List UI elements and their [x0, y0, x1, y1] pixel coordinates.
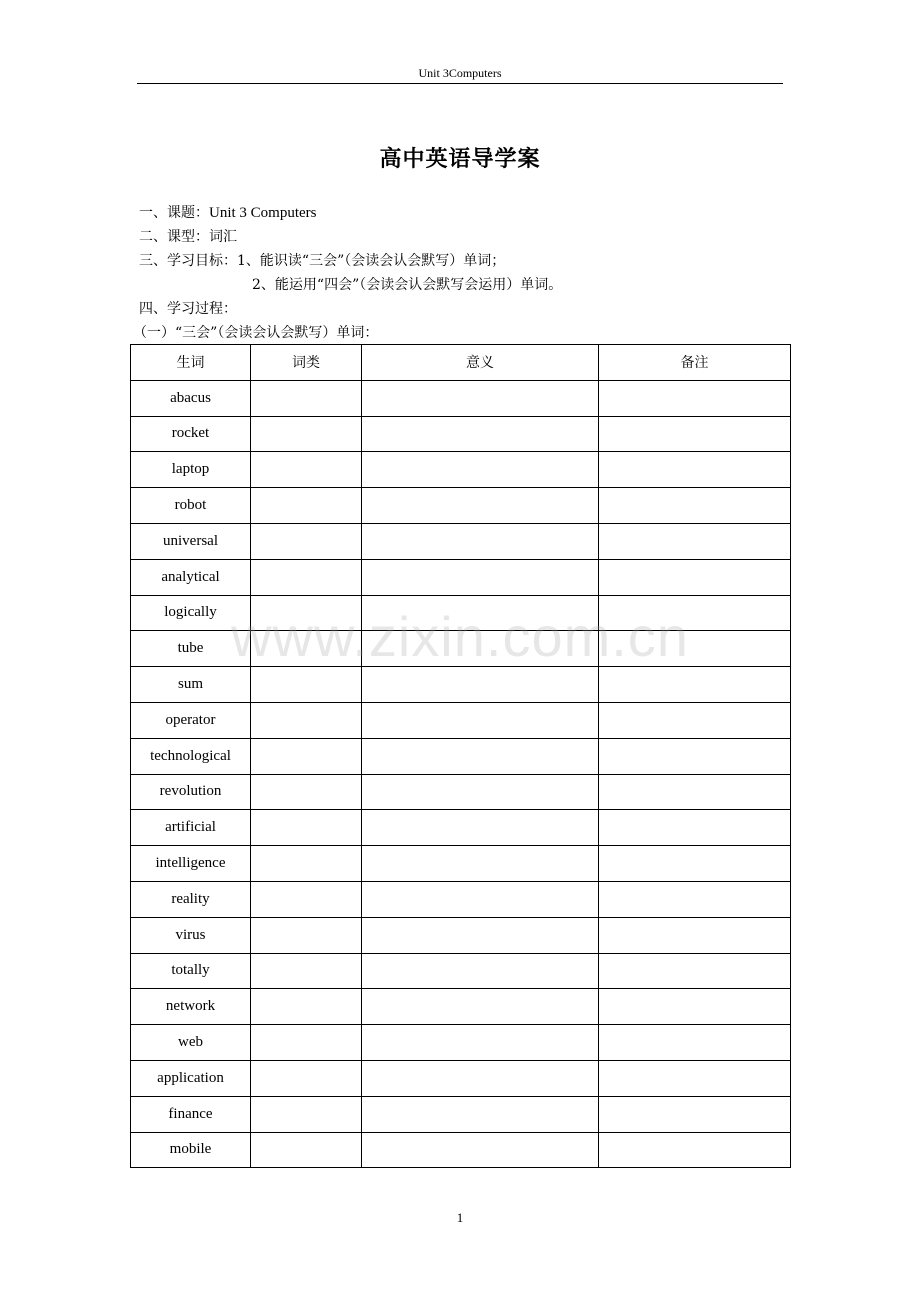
- word-cell: network: [131, 989, 251, 1025]
- table-row: [131, 559, 791, 595]
- word-cell: tube: [131, 631, 251, 667]
- header-rule: [137, 83, 783, 84]
- part-of-speech-cell[interactable]: [251, 1096, 362, 1132]
- topic-line: [139, 204, 317, 222]
- part-of-speech-cell[interactable]: [251, 1060, 362, 1096]
- part-of-speech-cell[interactable]: [251, 917, 362, 953]
- table-row: [131, 488, 791, 524]
- word-cell: reality: [131, 881, 251, 917]
- table-row: [131, 1025, 791, 1061]
- meaning-cell[interactable]: [362, 1096, 599, 1132]
- notes-cell[interactable]: [599, 738, 791, 774]
- meaning-cell[interactable]: [362, 953, 599, 989]
- notes-cell[interactable]: [599, 989, 791, 1025]
- meaning-cell[interactable]: [362, 523, 599, 559]
- word-cell: rocket: [131, 416, 251, 452]
- meaning-cell[interactable]: [362, 452, 599, 488]
- goal-line-1: [139, 252, 505, 270]
- part-of-speech-cell[interactable]: [251, 416, 362, 452]
- notes-cell[interactable]: [599, 1096, 791, 1132]
- word-cell: totally: [131, 953, 251, 989]
- part-of-speech-cell[interactable]: [251, 667, 362, 703]
- section-1-label: （一）“三会”（会读会认会默写）单词：: [133, 325, 379, 341]
- notes-cell[interactable]: [599, 488, 791, 524]
- word-cell: web: [131, 1025, 251, 1061]
- meaning-cell[interactable]: [362, 595, 599, 631]
- notes-cell[interactable]: [599, 702, 791, 738]
- notes-cell[interactable]: [599, 416, 791, 452]
- part-of-speech-cell[interactable]: [251, 452, 362, 488]
- table-row: [131, 595, 791, 631]
- table-row: [131, 1096, 791, 1132]
- notes-cell[interactable]: [599, 1025, 791, 1061]
- meaning-cell[interactable]: [362, 846, 599, 882]
- part-of-speech-cell[interactable]: [251, 559, 362, 595]
- header-part-of-speech: 词类: [251, 345, 362, 381]
- document-title: 高中英语导学案: [379, 147, 541, 172]
- type-line: [139, 228, 237, 246]
- vocabulary-table: [130, 344, 791, 1168]
- meaning-cell[interactable]: [362, 1132, 599, 1168]
- word-cell: revolution: [131, 774, 251, 810]
- meaning-cell[interactable]: [362, 810, 599, 846]
- header-word: 生词: [131, 345, 251, 381]
- table-row: [131, 702, 791, 738]
- goal-line-2: [252, 276, 562, 294]
- meaning-cell[interactable]: [362, 416, 599, 452]
- notes-cell[interactable]: [599, 452, 791, 488]
- table-row: [131, 774, 791, 810]
- process-line: [139, 300, 237, 318]
- notes-cell[interactable]: [599, 559, 791, 595]
- goal-label: 三、学习目标：: [139, 253, 237, 269]
- part-of-speech-cell[interactable]: [251, 810, 362, 846]
- table-row: [131, 416, 791, 452]
- part-of-speech-cell[interactable]: [251, 380, 362, 416]
- table-row: [131, 846, 791, 882]
- page-header: Unit 3Computers: [418, 66, 502, 80]
- word-cell: technological: [131, 738, 251, 774]
- table-row: [131, 881, 791, 917]
- word-cell: virus: [131, 917, 251, 953]
- table-row: [131, 810, 791, 846]
- word-cell: logically: [131, 595, 251, 631]
- word-cell: universal: [131, 523, 251, 559]
- notes-cell[interactable]: [599, 595, 791, 631]
- word-cell: laptop: [131, 452, 251, 488]
- notes-cell[interactable]: [599, 667, 791, 703]
- word-cell: robot: [131, 488, 251, 524]
- type-label: 二、课型：: [139, 229, 209, 245]
- meaning-cell[interactable]: [362, 702, 599, 738]
- table-row: [131, 989, 791, 1025]
- word-cell: sum: [131, 667, 251, 703]
- word-cell: intelligence: [131, 846, 251, 882]
- part-of-speech-cell[interactable]: [251, 702, 362, 738]
- table-header-row: [131, 345, 791, 381]
- part-of-speech-cell[interactable]: [251, 738, 362, 774]
- watermark: www.zixin.com.cn: [231, 605, 689, 668]
- goal-2: 2、能运用“四会”（会读会认会默写会运用）单词。: [252, 277, 563, 293]
- word-cell: application: [131, 1060, 251, 1096]
- table-row: [131, 523, 791, 559]
- meaning-cell[interactable]: [362, 559, 599, 595]
- meaning-cell[interactable]: [362, 1060, 599, 1096]
- table-row: [131, 667, 791, 703]
- part-of-speech-cell[interactable]: [251, 953, 362, 989]
- notes-cell[interactable]: [599, 810, 791, 846]
- notes-cell[interactable]: [599, 881, 791, 917]
- notes-cell[interactable]: [599, 1060, 791, 1096]
- part-of-speech-cell[interactable]: [251, 774, 362, 810]
- table-row: [131, 953, 791, 989]
- notes-cell[interactable]: [599, 953, 791, 989]
- notes-cell[interactable]: [599, 774, 791, 810]
- meaning-cell[interactable]: [362, 488, 599, 524]
- notes-cell[interactable]: [599, 380, 791, 416]
- table-row: [131, 1060, 791, 1096]
- table-row: [131, 738, 791, 774]
- meaning-cell[interactable]: [362, 631, 599, 667]
- meaning-cell[interactable]: [362, 917, 599, 953]
- table-row: [131, 452, 791, 488]
- part-of-speech-cell[interactable]: [251, 846, 362, 882]
- section-1-heading: [133, 324, 378, 342]
- notes-cell[interactable]: [599, 523, 791, 559]
- process-label: 四、学习过程：: [139, 301, 237, 317]
- table-row: [131, 380, 791, 416]
- part-of-speech-cell[interactable]: [251, 1132, 362, 1168]
- meaning-cell[interactable]: [362, 774, 599, 810]
- notes-cell[interactable]: [599, 917, 791, 953]
- word-cell: analytical: [131, 559, 251, 595]
- word-cell: finance: [131, 1096, 251, 1132]
- word-cell: operator: [131, 702, 251, 738]
- part-of-speech-cell[interactable]: [251, 989, 362, 1025]
- notes-cell[interactable]: [599, 631, 791, 667]
- meaning-cell[interactable]: [362, 989, 599, 1025]
- topic-value: Unit 3 Computers: [209, 205, 317, 221]
- table-row: [131, 631, 791, 667]
- page-number: 1: [456, 1210, 464, 1225]
- meaning-cell[interactable]: [362, 1025, 599, 1061]
- part-of-speech-cell[interactable]: [251, 595, 362, 631]
- part-of-speech-cell[interactable]: [251, 881, 362, 917]
- table-row: [131, 1132, 791, 1168]
- word-cell: artificial: [131, 810, 251, 846]
- header-meaning: 意义: [362, 345, 599, 381]
- goal-1: 1、能识读“三会”（会读会认会默写）单词；: [237, 253, 506, 269]
- part-of-speech-cell[interactable]: [251, 488, 362, 524]
- header-notes: 备注: [599, 345, 791, 381]
- table-row: [131, 917, 791, 953]
- part-of-speech-cell[interactable]: [251, 523, 362, 559]
- topic-label: 一、课题：: [139, 205, 209, 221]
- meaning-cell[interactable]: [362, 380, 599, 416]
- word-cell: abacus: [131, 380, 251, 416]
- part-of-speech-cell[interactable]: [251, 631, 362, 667]
- part-of-speech-cell[interactable]: [251, 1025, 362, 1061]
- meaning-cell[interactable]: [362, 881, 599, 917]
- type-value: 词汇: [209, 229, 237, 245]
- notes-cell[interactable]: [599, 1132, 791, 1168]
- meaning-cell[interactable]: [362, 667, 599, 703]
- notes-cell[interactable]: [599, 846, 791, 882]
- meaning-cell[interactable]: [362, 738, 599, 774]
- word-cell: mobile: [131, 1132, 251, 1168]
